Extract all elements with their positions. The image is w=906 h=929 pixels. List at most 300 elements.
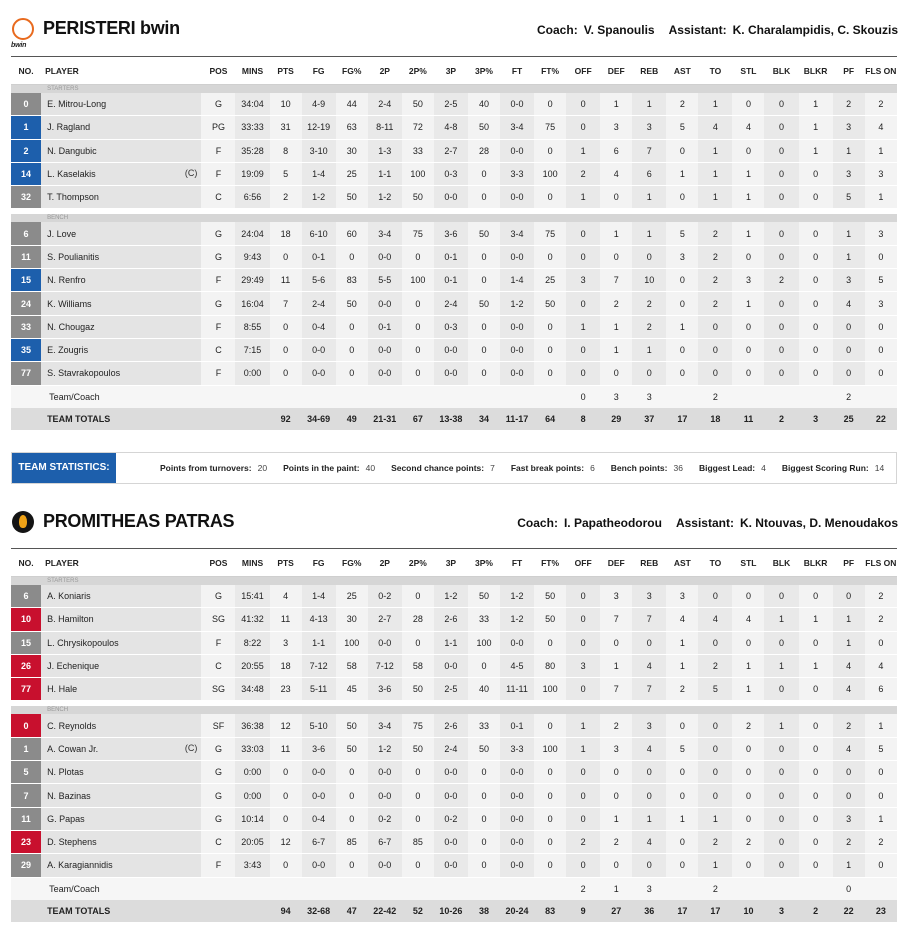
total-pos: [201, 408, 235, 430]
total-reb: 37: [632, 408, 666, 430]
stat-off: 1: [566, 737, 600, 760]
team-coach-label: Team/Coach: [41, 877, 201, 900]
stat-pos: F: [201, 139, 235, 162]
stat-3p: 0-2: [434, 807, 468, 830]
player-row[interactable]: [11, 338, 897, 361]
stat-stl: 0: [732, 737, 764, 760]
player-row[interactable]: [11, 362, 897, 385]
player-name-cell[interactable]: [41, 678, 201, 701]
team-statistics-bar: [11, 452, 897, 484]
team-totals-row: [11, 408, 897, 430]
jersey-number: [11, 139, 41, 162]
column-header[interactable]: BLK: [764, 549, 798, 577]
player-name-cell[interactable]: [41, 854, 201, 877]
column-header[interactable]: PTS: [270, 57, 302, 85]
team-stat-value: 36: [673, 463, 683, 473]
column-header[interactable]: DEF: [600, 57, 632, 85]
total-blkr: 2: [799, 900, 833, 922]
player-name-cell[interactable]: [41, 830, 201, 853]
stat-blk: 1: [764, 608, 798, 631]
column-header[interactable]: 2P: [368, 549, 402, 577]
stat-blk: 0: [764, 93, 798, 116]
stat-ft: 0-0: [500, 631, 534, 654]
column-header[interactable]: PTS: [270, 549, 302, 577]
player-name-cell[interactable]: [41, 784, 201, 807]
stat-3p-pct: [468, 877, 500, 900]
stat-def: 2: [600, 830, 632, 853]
player-row[interactable]: [11, 585, 897, 608]
stat-pf: 3: [833, 116, 865, 139]
player-name-cell[interactable]: [41, 585, 201, 608]
team-stat-value: 40: [365, 463, 376, 473]
stat-to: 0: [698, 737, 732, 760]
stat-2p-pct: 75: [402, 714, 434, 737]
column-header[interactable]: PF: [833, 57, 865, 85]
player-name[interactable]: A. Koniaris: [47, 591, 91, 602]
player-name[interactable]: N. Renfro: [47, 275, 86, 286]
stat-def: 1: [600, 807, 632, 830]
stat-ft-pct: 50: [534, 585, 566, 608]
total-stl: 11: [732, 408, 764, 430]
jersey-number: [11, 585, 41, 608]
stat-2p-pct: 28: [402, 608, 434, 631]
player-name[interactable]: J. Echenique: [47, 661, 100, 672]
stat-stl: 1: [732, 292, 764, 315]
stat-ast: 1: [666, 162, 698, 185]
column-header[interactable]: BLK: [764, 57, 798, 85]
team-stat-value: 4: [761, 463, 766, 473]
stat-blkr: 1: [799, 116, 833, 139]
column-header[interactable]: MINS: [235, 549, 269, 577]
stat-ft: 4-5: [500, 654, 534, 677]
team-stat-item: [160, 453, 267, 483]
column-header[interactable]: 3P: [434, 57, 468, 85]
stat-3p: [434, 877, 468, 900]
team-totals-label: TEAM TOTALS: [41, 900, 201, 922]
player-name-cell[interactable]: [41, 807, 201, 830]
column-header[interactable]: NO.: [11, 57, 41, 85]
stat-pts: 11: [270, 269, 302, 292]
stat-ast: 3: [666, 585, 698, 608]
column-header[interactable]: FLS ON: [865, 549, 897, 577]
player-name[interactable]: J. Love: [47, 228, 77, 239]
stat-ft-pct: 0: [534, 139, 566, 162]
stat-stl: 1: [732, 222, 764, 245]
column-header[interactable]: 3P%: [468, 57, 500, 85]
stat-2p-pct: 0: [402, 315, 434, 338]
stat-pos: G: [201, 784, 235, 807]
player-name[interactable]: N. Bazinas: [47, 790, 91, 801]
column-header[interactable]: 2P%: [402, 57, 434, 85]
player-name-cell[interactable]: [41, 608, 201, 631]
player-name-cell[interactable]: [41, 338, 201, 361]
column-header[interactable]: PF: [833, 549, 865, 577]
stat-pts: 0: [270, 784, 302, 807]
column-header[interactable]: DEF: [600, 549, 632, 577]
stat-mins: 8:55: [235, 315, 269, 338]
stat-pf: 1: [833, 608, 865, 631]
stat-ft-pct: 80: [534, 654, 566, 677]
stat-2p-pct: [402, 385, 434, 408]
total-ft: 20-24: [500, 900, 534, 922]
stat-pos: C: [201, 338, 235, 361]
stat-pf: 2: [833, 385, 865, 408]
stat-2p-pct: 72: [402, 116, 434, 139]
jersey-number-badge: 35: [16, 341, 36, 359]
column-header[interactable]: STL: [732, 57, 764, 85]
stat-fls-on: [865, 385, 897, 408]
stat-ast: 2: [666, 93, 698, 116]
stat-2p-pct: 85: [402, 830, 434, 853]
column-header[interactable]: FG%: [336, 57, 368, 85]
column-header[interactable]: TO: [698, 549, 732, 577]
stat-stl: 0: [732, 139, 764, 162]
stat-3p-pct: 40: [468, 678, 500, 701]
jersey-number: [11, 269, 41, 292]
total-ft-pct: 64: [534, 408, 566, 430]
player-name[interactable]: G. Papas: [47, 813, 85, 824]
stat-blkr: 0: [799, 315, 833, 338]
player-name-cell[interactable]: [41, 186, 201, 209]
column-header[interactable]: FT: [500, 549, 534, 577]
jersey-number: [11, 761, 41, 784]
player-name[interactable]: T. Thompson: [47, 192, 99, 203]
stat-blkr: 0: [799, 784, 833, 807]
stat-ft-pct: 100: [534, 678, 566, 701]
player-name[interactable]: S. Stavrakopoulos: [47, 368, 121, 379]
stat-def: 0: [600, 245, 632, 268]
stat-pf: 3: [833, 162, 865, 185]
stat-ft: 0-0: [500, 245, 534, 268]
total-to: 17: [698, 900, 732, 922]
stat-ft-pct: 0: [534, 362, 566, 385]
stat-reb: 1: [632, 807, 666, 830]
stat-fls-on: 0: [865, 315, 897, 338]
stat-def: 0: [600, 186, 632, 209]
column-header[interactable]: FLS ON: [865, 57, 897, 85]
stat-pts: 8: [270, 139, 302, 162]
stat-pos: PG: [201, 116, 235, 139]
stat-ast: 0: [666, 338, 698, 361]
stat-reb: 3: [632, 385, 666, 408]
column-header[interactable]: 3P%: [468, 549, 500, 577]
player-row[interactable]: [11, 315, 897, 338]
player-name-cell[interactable]: [41, 292, 201, 315]
player-name-cell[interactable]: [41, 654, 201, 677]
player-name-cell[interactable]: [41, 116, 201, 139]
player-name-cell[interactable]: [41, 162, 201, 185]
stat-to: 2: [698, 222, 732, 245]
stat-fg: [302, 877, 336, 900]
player-name[interactable]: N. Chougaz: [47, 321, 95, 332]
stat-fg-pct: 25: [336, 162, 368, 185]
column-header[interactable]: PLAYER: [41, 549, 201, 577]
player-name[interactable]: A. Karagiannidis: [47, 860, 113, 871]
stat-ast: 0: [666, 292, 698, 315]
stat-3p: 4-8: [434, 116, 468, 139]
stat-to: 0: [698, 585, 732, 608]
promitheas-logo-icon: [12, 511, 34, 533]
stat-ast: 1: [666, 315, 698, 338]
player-name-cell[interactable]: [41, 631, 201, 654]
column-header[interactable]: OFF: [566, 57, 600, 85]
stat-reb: 4: [632, 830, 666, 853]
player-name[interactable]: L. Kaselakis: [47, 169, 96, 180]
stat-fg-pct: 0: [336, 315, 368, 338]
player-row[interactable]: [11, 186, 897, 209]
player-name-cell[interactable]: [41, 93, 201, 116]
player-row[interactable]: [11, 807, 897, 830]
stat-fls-on: 1: [865, 186, 897, 209]
team-stat-label: Points in the paint:: [283, 463, 360, 473]
stat-ast: 0: [666, 784, 698, 807]
stat-to: 2: [698, 292, 732, 315]
column-header[interactable]: FG%: [336, 549, 368, 577]
stat-pts: [270, 385, 302, 408]
stat-fls-on: 6: [865, 678, 897, 701]
player-name[interactable]: B. Hamilton: [47, 614, 94, 625]
stat-to: 1: [698, 186, 732, 209]
stat-fls-on: 3: [865, 222, 897, 245]
section-row: [11, 214, 897, 222]
stat-ast: 1: [666, 631, 698, 654]
stat-mins: 8:22: [235, 631, 269, 654]
stat-mins: 24:04: [235, 222, 269, 245]
column-header[interactable]: REB: [632, 57, 666, 85]
player-name[interactable]: N. Plotas: [47, 767, 84, 778]
stat-to: 4: [698, 116, 732, 139]
column-header[interactable]: FT%: [534, 57, 566, 85]
column-header[interactable]: POS: [201, 57, 235, 85]
column-header[interactable]: MINS: [235, 57, 269, 85]
column-header[interactable]: 3P: [434, 549, 468, 577]
player-name[interactable]: N. Dangubic: [47, 145, 97, 156]
stat-3p: 0-0: [434, 830, 468, 853]
stat-mins: 36:38: [235, 714, 269, 737]
column-header[interactable]: REB: [632, 549, 666, 577]
stat-mins: 34:04: [235, 93, 269, 116]
stat-pf: 0: [833, 877, 865, 900]
player-row[interactable]: [11, 139, 897, 162]
stat-3p-pct: 50: [468, 737, 500, 760]
player-name[interactable]: K. Williams: [47, 298, 92, 309]
stat-pf: 0: [833, 784, 865, 807]
stat-off: 0: [566, 116, 600, 139]
stat-def: 0: [600, 362, 632, 385]
stat-off: 0: [566, 854, 600, 877]
stat-stl: 0: [732, 784, 764, 807]
total-ast: 17: [666, 900, 698, 922]
stat-fg: 5-6: [302, 269, 336, 292]
column-header[interactable]: TO: [698, 57, 732, 85]
player-name-cell[interactable]: [41, 362, 201, 385]
column-header[interactable]: OFF: [566, 549, 600, 577]
stat-fls-on: 5: [865, 737, 897, 760]
player-name[interactable]: E. Zougris: [47, 345, 89, 356]
stat-2p: 8-11: [368, 116, 402, 139]
player-name-cell[interactable]: [41, 139, 201, 162]
stat-3p-pct: 0: [468, 830, 500, 853]
column-header[interactable]: FT: [500, 57, 534, 85]
stat-off: 0: [566, 631, 600, 654]
player-row[interactable]: [11, 830, 897, 853]
coach-label: Coach:: [517, 516, 558, 530]
player-name-cell[interactable]: [41, 315, 201, 338]
jersey-number-badge: 29: [16, 856, 36, 874]
column-header[interactable]: AST: [666, 549, 698, 577]
stat-fg: 7-12: [302, 654, 336, 677]
stat-3p: 2-7: [434, 139, 468, 162]
stat-reb: 1: [632, 186, 666, 209]
column-header[interactable]: AST: [666, 57, 698, 85]
player-name[interactable]: S. Poulianitis: [47, 251, 100, 262]
player-name[interactable]: J. Ragland: [47, 122, 91, 133]
stat-3p-pct: 0: [468, 186, 500, 209]
column-header[interactable]: FT%: [534, 549, 566, 577]
stat-def: 7: [600, 269, 632, 292]
player-row[interactable]: [11, 784, 897, 807]
stat-fg: 0-4: [302, 315, 336, 338]
stat-ft: 0-0: [500, 830, 534, 853]
stat-ft: 0-0: [500, 854, 534, 877]
stat-fls-on: 0: [865, 362, 897, 385]
stat-pf: 4: [833, 654, 865, 677]
stat-2p: 3-6: [368, 678, 402, 701]
player-row[interactable]: [11, 269, 897, 292]
column-header[interactable]: BLKR: [799, 549, 833, 577]
column-header[interactable]: FG: [302, 57, 336, 85]
team-totals-row: [11, 900, 897, 922]
stat-to: 0: [698, 784, 732, 807]
stat-blkr: 0: [799, 714, 833, 737]
column-header[interactable]: FG: [302, 549, 336, 577]
stat-3p: 0-1: [434, 245, 468, 268]
column-header[interactable]: 2P%: [402, 549, 434, 577]
player-row[interactable]: [11, 631, 897, 654]
stat-pts: 7: [270, 292, 302, 315]
stat-fg-pct: [336, 385, 368, 408]
stat-3p-pct: 0: [468, 338, 500, 361]
player-row[interactable]: [11, 93, 897, 116]
column-header[interactable]: NO.: [11, 549, 41, 577]
stat-stl: 0: [732, 315, 764, 338]
total-stl: 10: [732, 900, 764, 922]
stat-off: 0: [566, 784, 600, 807]
stat-2p-pct: [402, 877, 434, 900]
stat-fls-on: 4: [865, 116, 897, 139]
stat-off: 0: [566, 807, 600, 830]
column-header[interactable]: BLKR: [799, 57, 833, 85]
player-row[interactable]: [11, 608, 897, 631]
stat-ft-pct: 0: [534, 338, 566, 361]
stat-reb: 3: [632, 877, 666, 900]
stat-stl: 1: [732, 654, 764, 677]
stat-2p: 0-2: [368, 585, 402, 608]
stat-fg: 12-19: [302, 116, 336, 139]
column-header[interactable]: POS: [201, 549, 235, 577]
player-row[interactable]: [11, 162, 897, 185]
column-header[interactable]: 2P: [368, 57, 402, 85]
stat-pos: G: [201, 222, 235, 245]
stat-3p-pct: 50: [468, 116, 500, 139]
coach-name: V. Spanoulis: [583, 23, 655, 37]
player-row[interactable]: [11, 737, 897, 760]
player-name-cell[interactable]: [41, 245, 201, 268]
stat-ft-pct: 50: [534, 292, 566, 315]
stat-fls-on: 0: [865, 761, 897, 784]
player-row[interactable]: [11, 654, 897, 677]
section-row: [11, 706, 897, 714]
stat-stl: 0: [732, 807, 764, 830]
player-row[interactable]: [11, 854, 897, 877]
player-name-cell[interactable]: [41, 761, 201, 784]
player-name[interactable]: D. Stephens: [47, 837, 97, 848]
stat-fg: 0-0: [302, 362, 336, 385]
stat-blk: 0: [764, 245, 798, 268]
column-header[interactable]: PLAYER: [41, 57, 201, 85]
jersey-number-badge: 24: [16, 295, 36, 313]
column-header[interactable]: STL: [732, 549, 764, 577]
stat-to: 2: [698, 269, 732, 292]
player-name-cell[interactable]: [41, 714, 201, 737]
player-name[interactable]: H. Hale: [47, 684, 78, 695]
team-stat-label: Fast break points:: [510, 463, 585, 473]
stat-ast: 0: [666, 830, 698, 853]
stat-pos: G: [201, 292, 235, 315]
coach-line: [537, 23, 898, 37]
stat-fg-pct: 0: [336, 245, 368, 268]
stat-blk: 0: [764, 807, 798, 830]
stat-def: 2: [600, 714, 632, 737]
stat-fg: 4-9: [302, 93, 336, 116]
stat-to: 4: [698, 608, 732, 631]
stat-2p-pct: 50: [402, 186, 434, 209]
player-name-cell[interactable]: [41, 222, 201, 245]
stat-2p-pct: 58: [402, 654, 434, 677]
player-row[interactable]: [11, 678, 897, 701]
stat-pos: SF: [201, 714, 235, 737]
stat-fls-on: 2: [865, 608, 897, 631]
player-name-cell[interactable]: [41, 737, 201, 760]
player-row[interactable]: [11, 116, 897, 139]
total-def: 29: [600, 408, 632, 430]
player-name[interactable]: E. Mitrou-Long: [47, 99, 107, 110]
stat-fls-on: 0: [865, 631, 897, 654]
stat-blk: 2: [764, 269, 798, 292]
stat-ast: 5: [666, 737, 698, 760]
stat-fls-on: [865, 877, 897, 900]
stat-fg-pct: 83: [336, 269, 368, 292]
stat-2p-pct: 0: [402, 784, 434, 807]
player-row[interactable]: [11, 714, 897, 737]
player-row[interactable]: [11, 245, 897, 268]
stat-fg: 5-11: [302, 678, 336, 701]
stat-fg: 0-4: [302, 807, 336, 830]
player-name[interactable]: A. Cowan Jr.: [47, 743, 99, 754]
player-name[interactable]: C. Reynolds: [47, 720, 97, 731]
player-row[interactable]: [11, 222, 897, 245]
player-row[interactable]: [11, 761, 897, 784]
player-row[interactable]: [11, 292, 897, 315]
player-name-cell[interactable]: [41, 269, 201, 292]
stat-2p: 0-0: [368, 362, 402, 385]
assistant-label: Assistant:: [675, 516, 734, 530]
stat-mins: 9:43: [235, 245, 269, 268]
stat-3p: 0-0: [434, 362, 468, 385]
total-3p: 10-26: [434, 900, 468, 922]
player-name[interactable]: L. Chrysikopoulos: [47, 637, 119, 648]
stat-fg-pct: 30: [336, 139, 368, 162]
